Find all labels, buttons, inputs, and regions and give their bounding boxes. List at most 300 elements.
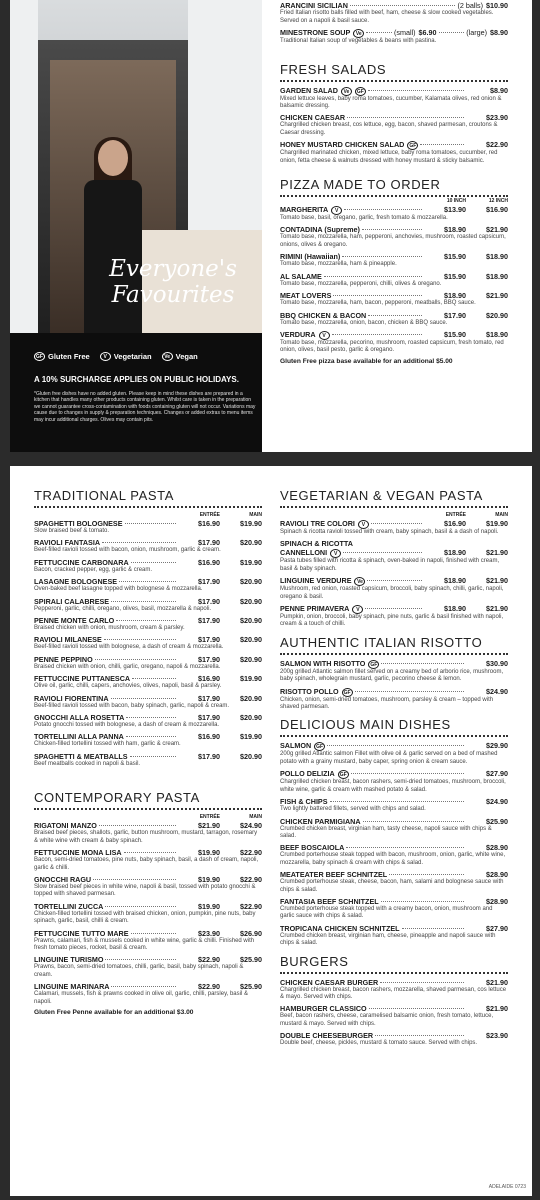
menu-item [34, 732, 262, 748]
dot-leader [111, 986, 176, 987]
item-name: LINGUINE TURISMO [34, 955, 104, 965]
price-large: $16.90 [486, 205, 508, 215]
section-title-pizza: PIZZA MADE TO ORDER [280, 177, 441, 193]
price-small: $16.90 [444, 519, 466, 528]
item-description: Beef-filled ravioli tossed with bolognese, a dash of cream & mozzarella. [34, 644, 224, 651]
item-price-row [280, 252, 508, 261]
menu-item [280, 576, 508, 601]
promo-panel [10, 0, 262, 452]
item-price: $30.90 [486, 658, 508, 668]
item-name: PENNE PEPPINO [34, 654, 93, 664]
salads-list [280, 86, 508, 165]
item-price-row [280, 897, 508, 906]
legend-vegetarian: V Vegetarian [100, 352, 152, 361]
ve-badge-icon: Ve [354, 577, 365, 586]
menu-item [280, 659, 508, 684]
item-description: Chargrilled chicken breast, cos lettuce, egg, bacon, shaved parmesan, croutons & Caesar dressing. [280, 122, 498, 136]
dot-leader [375, 1035, 464, 1036]
item-name: RAVIOLI TRE COLORI [280, 519, 355, 528]
item-description: Beef-filled ravioli tossed with bacon, baby spinach, garlic, napoli & cream. [34, 702, 230, 709]
price-large: $22.90 [240, 848, 262, 858]
item-name: RISOTTO POLLO [280, 686, 339, 696]
gf-badge-icon: GF [407, 141, 418, 150]
dot-leader [130, 756, 176, 757]
menu-item [280, 769, 508, 794]
item-description: Beef, bacon rashers, cheese, caramelised balsamic onion, fresh tomato, lettuce, mustard & mayo. Served with chips. [280, 1013, 494, 1027]
item-name: RIMINI (Hawaiian) [280, 252, 341, 262]
surcharge-notice: A 10% SURCHARGE APPLIES ON PUBLIC HOLIDAYS. [34, 375, 239, 384]
price-small: $21.90 [198, 821, 220, 831]
item-name: RIGATONI MANZO [34, 821, 97, 831]
item-name: MARGHERITA [280, 205, 329, 215]
item-name: RAVIOLI FANTASIA [34, 538, 101, 548]
dot-leader [330, 801, 464, 802]
menu-item [280, 252, 508, 268]
item-price: $22.90 [486, 140, 508, 150]
price-large: $19.90 [240, 674, 262, 684]
dot-leader [380, 982, 464, 983]
item-description: Bacon, cracked pepper, egg, garlic & cream. [34, 566, 153, 573]
menu-item [280, 291, 508, 307]
item-description: Crumbed porterhouse steak topped with a creamy bacon, onion, mushroom and garlic sauce with chips & salad. [280, 905, 493, 920]
item-name: PENNE PRIMAVERA [280, 604, 350, 614]
dot-leader [105, 906, 176, 907]
item-name: BBQ CHICKEN & BACON [280, 310, 367, 320]
v-badge-icon: V [319, 331, 330, 340]
dot-leader [124, 852, 176, 853]
item-price-row [280, 843, 508, 852]
dot-leader [111, 698, 176, 699]
item-description: Prawns, bacon, semi-dried tomatoes, chilli, garlic, basil, baby spinach, napoli & cream. [34, 964, 244, 978]
item-price: $28.90 [486, 870, 508, 880]
price-small: $19.90 [198, 901, 220, 911]
dot-leader [131, 933, 177, 934]
price-large: $25.90 [240, 982, 262, 992]
item-description: Olive oil, garlic, chilli, capers, anchovies, olives, napoli, basil & parsley. [34, 683, 222, 690]
item-price-row [34, 902, 262, 911]
item-description: Tomato base, mozzarella, ham & pineapple. [280, 261, 397, 268]
item-name: RAVIOLI FIORENTINA [34, 693, 109, 703]
pasta-size-headers: ENTRÉE MAIN [199, 512, 262, 518]
item-price-row [34, 955, 262, 964]
item-price-row [280, 687, 508, 697]
item-price-row [280, 519, 508, 529]
dot-leader [99, 825, 176, 826]
contemporary-pasta-list [34, 821, 262, 1006]
top-right-column [280, 0, 508, 365]
item-price-row [34, 558, 262, 567]
item-name: TROPICANA CHICKEN SCHNITZEL [280, 923, 400, 933]
v-badge-icon: V [331, 206, 342, 215]
item-name: GNOCCHI ALLA ROSETTA [34, 713, 125, 723]
price-small: $17.90 [198, 654, 220, 664]
item-description: Braised chicken with onion, mushroom, cream & parsley. [34, 625, 185, 632]
item-description: Tomato base, mozzarella, onion, bacon, chicken & BBQ sauce. [280, 319, 448, 326]
item-name: TORTELLINI ALLA PANNA [34, 732, 124, 742]
dot-leader [347, 117, 464, 118]
item-price-row [280, 113, 508, 122]
price-small: $17.90 [198, 616, 220, 626]
menu-item [280, 870, 508, 894]
price-small: $17.90 [198, 693, 220, 703]
dot-leader [343, 552, 422, 553]
item-description: Tomato base, mozzarella, pepperoni, chilli, olives & oregano. [280, 280, 442, 287]
menu-item [280, 272, 508, 288]
item-description: Oven-baked beef lasagne topped with bolognese & mozzarella. [34, 586, 203, 593]
dot-leader [102, 542, 176, 543]
item-price-row [280, 205, 508, 215]
section-title-vegetarian-pasta: VEGETARIAN & VEGAN PASTA [280, 488, 508, 508]
item-price-row [34, 821, 262, 830]
item-description: Beef-filled ravioli tossed with bacon, onion, mushroom, garlic & cream. [34, 547, 221, 554]
dot-leader [332, 334, 422, 335]
price-small: $16.90 [198, 674, 220, 684]
item-name: SPAGHETTI & MEATBALLS [34, 751, 128, 761]
item-price: $27.90 [486, 769, 508, 779]
dot-leader [126, 736, 176, 737]
dot-leader [131, 562, 176, 563]
item-description: Braised chicken with onion, chilli, garlic, oregano, napoli & mozzarella. [34, 663, 221, 670]
item-price-row [280, 86, 508, 96]
item-price-row [280, 924, 508, 933]
dot-leader [355, 691, 464, 692]
item-price-row [34, 929, 262, 938]
v-badge-icon: V [352, 605, 363, 614]
price-small: $15.90 [444, 252, 466, 262]
menu-item [280, 897, 508, 921]
item-description: Mixed lettuce leaves, baby roma tomatoes, cucumber, Kalamata olives, red onion & balsamic dressing. [280, 95, 502, 110]
menu-item [34, 694, 262, 710]
menu-item: ARANCINI SICILIAN (2 balls) $10.90 Fried Italian risotto balls filled with beef, ham, cheese & slow cooked vegetables. Served on a napoli & basil sauce. [280, 1, 508, 24]
menu-item [280, 140, 508, 165]
menu-item [34, 577, 262, 593]
price-large: $20.90 [240, 713, 262, 723]
price-small: $19.90 [198, 874, 220, 884]
menu-item [34, 752, 262, 768]
item-price-row [280, 576, 508, 586]
item-price-row [280, 140, 508, 150]
item-description: Prawns, calamari, fish & mussels cooked in white wine, garlic & chilli. Finished with fresh tomato pieces, rocket, basil & cream. [34, 937, 255, 951]
main-dishes-list [280, 741, 508, 947]
item-price-row [34, 616, 262, 625]
price-large: $19.90 [240, 732, 262, 742]
item-description: Mushroom, red onion, roasted capsicum, broccoli, baby spinach, chilli, garlic, napoli, oregano & basil. [280, 586, 504, 600]
item-description: Two lightly battered fillets, served with chips and salad. [280, 806, 426, 813]
item-price-row [280, 272, 508, 281]
price-large: $20.90 [240, 616, 262, 626]
dot-leader [324, 276, 422, 277]
menu-item [280, 687, 508, 712]
item-name: FETTUCCINE TUTTO MARE [34, 928, 129, 938]
pizza-size-headers: 10 INCH 12 INCH [446, 198, 508, 205]
item-name: SPIRALI CALABRESE [34, 596, 110, 606]
section-title-main-dishes: DELICIOUS MAIN DISHES [280, 717, 508, 737]
item-description: Chargrilled marinated chicken, mixed lettuce, baby roma tomatoes, cucumber, red onion, fetta cheese & walnuts dressed with honey mustard & sticky balsamic. [280, 150, 498, 164]
price-large: $18.90 [486, 329, 508, 339]
item-name: POLLO DELIZIA [280, 769, 335, 779]
dot-leader [132, 678, 176, 679]
item-price: $25.90 [486, 816, 508, 826]
menu-item [34, 929, 262, 953]
item-price-row [280, 330, 508, 340]
price-large: $18.90 [486, 252, 508, 262]
item-price-row [34, 655, 262, 664]
item-price-row [280, 311, 508, 320]
item-name: CONTADINA (Supreme) [280, 225, 360, 235]
menu-item [34, 558, 262, 574]
menu-item [280, 604, 508, 629]
item-name: LINGUINE MARINARA [34, 982, 110, 992]
item-price-row [34, 538, 262, 547]
price-large: $20.90 [240, 635, 262, 645]
item-price-row [280, 741, 508, 751]
menu-item [280, 311, 508, 327]
item-price: $24.90 [486, 797, 508, 807]
penne-gluten-note: Gluten Free Penne available for an additional $3.00 [34, 1008, 194, 1016]
dot-leader [362, 229, 422, 230]
item-price-row [280, 817, 508, 826]
item-price-row [34, 848, 262, 857]
menu-item [34, 674, 262, 690]
price-small: $17.90 [198, 751, 220, 761]
item-name: FETTUCCINE MONA LISA [34, 848, 122, 858]
dot-leader [389, 874, 464, 875]
price-small: $13.90 [444, 205, 466, 215]
item-name: HAMBURGER CLASSICO [280, 1004, 367, 1014]
price-large: $19.90 [240, 519, 262, 528]
script-line-2: Favourites [111, 282, 235, 308]
menu-item [34, 821, 262, 845]
price-large: $21.90 [486, 225, 508, 235]
item-price-row [280, 797, 508, 806]
item-price: $28.90 [486, 896, 508, 906]
price-large: $20.90 [240, 751, 262, 761]
item-name: TORTELLINI ZUCCA [34, 901, 104, 911]
dot-leader [95, 659, 176, 660]
item-description: Spinach & ricotta ravioli tossed with cream, baby spinach, basil & a dash of napoli. [280, 529, 499, 535]
item-description: Chargrilled chicken breast, bacon rashers, mozzarella, shaved parmesan, cos lettuce & mayo. Served with chips. [280, 986, 507, 1000]
price-small: $22.90 [198, 955, 220, 965]
menu-item [280, 741, 508, 766]
dot-leader [119, 581, 176, 582]
pasta-column [34, 488, 262, 1016]
menu-item [280, 924, 508, 948]
dot-leader [344, 209, 422, 210]
item-price-row [34, 674, 262, 683]
price-large: $21.90 [486, 604, 508, 614]
item-description: Pumpkin, onion, broccoli, baby spinach, pine nuts, garlic & basil finished with napoli, cream & a touch of chilli. [280, 614, 504, 628]
gf-badge-icon: GF [314, 742, 325, 751]
menu-item [34, 848, 262, 872]
item-name: HONEY MUSTARD CHICKEN SALAD [280, 140, 405, 150]
item-price: $28.90 [486, 843, 508, 853]
price-large: $22.90 [240, 901, 262, 911]
right-column [280, 488, 508, 1051]
item-price: $23.90 [486, 113, 508, 123]
item-name: GARDEN SALAD [280, 85, 338, 95]
dot-leader [346, 847, 464, 848]
dot-leader [363, 821, 464, 822]
price-small: $15.90 [444, 329, 466, 339]
section-title-contemporary-pasta: CONTEMPORARY PASTA [34, 790, 262, 810]
item-price-row [280, 659, 508, 669]
menu-item [34, 955, 262, 979]
menu-item [280, 205, 508, 222]
menu-item [280, 797, 508, 813]
price-small: $16.90 [198, 519, 220, 528]
dot-leader [126, 717, 176, 718]
item-name: BEEF BOSCAIOLA [280, 843, 345, 853]
traditional-pasta-list [34, 519, 262, 768]
dot-leader [420, 144, 464, 145]
price-small: $15.90 [444, 271, 466, 281]
menu-item [34, 635, 262, 651]
menu-item [34, 713, 262, 729]
section-title-salads: FRESH SALADS [280, 62, 508, 82]
section-title-burgers: BURGERS [280, 954, 508, 974]
item-name: FANTASIA BEEF SCHNITZEL [280, 896, 379, 906]
item-name: GNOCCHI RAGU [34, 874, 92, 884]
dietary-legend [34, 352, 198, 361]
item-price: $27.90 [486, 923, 508, 933]
price-large: $20.90 [240, 577, 262, 587]
item-price-row [34, 577, 262, 586]
price-large: $20.90 [240, 596, 262, 606]
price-large: $20.90 [240, 693, 262, 703]
price-small: $16.90 [198, 557, 220, 567]
price-large: $18.90 [486, 271, 508, 281]
menu-page-top [10, 0, 532, 452]
item-description: Bacon, semi-dried tomatoes, pine nuts, baby spinach, basil, a dash of cream, napoli, garlic & chilli. [34, 857, 259, 871]
gf-badge-icon: GF [34, 352, 45, 361]
item-description: Crumbed porterhouse steak topped with bacon, mushroom, onion, garlic, white wine, mozzarella, baby spinach & cream with chips & salad. [280, 852, 506, 866]
vegetarian-pasta-list [280, 519, 508, 629]
ve-badge-icon: Ve [162, 352, 173, 361]
price-large: $20.90 [240, 654, 262, 664]
item-price-row [280, 291, 508, 300]
item-description: Crumbed chicken breast, virginian ham, cheese, pineapple and napoli sauce with chips & salad. [280, 932, 496, 947]
item-name-row [280, 539, 508, 548]
menu-item [280, 1031, 508, 1047]
dot-leader [402, 928, 464, 929]
item-name: SALMON WITH RISOTTO [280, 658, 366, 668]
dot-leader [104, 639, 176, 640]
dot-leader [327, 745, 464, 746]
dot-leader [381, 663, 464, 664]
risotto-list [280, 659, 508, 712]
price-large: $20.90 [486, 310, 508, 320]
v-badge-icon: V [330, 549, 341, 558]
menu-item [34, 655, 262, 671]
menu-item: MINESTRONE SOUP Ve (small) $6.90 (large) $8.90 Traditional Italian soup of vegetables & beans with pastina. [280, 28, 509, 45]
price-small: $16.90 [198, 732, 220, 742]
dot-leader [116, 620, 176, 621]
item-description: Chicken, onion, semi-dried tomatoes, mushroom, parsley & cream – topped with shaved parmesan. [280, 696, 494, 711]
item-price-row [280, 769, 508, 779]
menu-item [34, 982, 262, 1006]
dot-leader [342, 256, 422, 257]
v-badge-icon: V [358, 520, 369, 529]
menu-item [280, 330, 508, 355]
dot-leader [381, 901, 464, 902]
price-large: $19.90 [240, 557, 262, 567]
item-description: Pepperoni, garlic, chilli, oregano, olives, basil, mozzarella & napoli. [34, 605, 212, 612]
price-large: $21.90 [486, 576, 508, 586]
item-price-row [34, 713, 262, 722]
price-small: $17.90 [198, 713, 220, 723]
item-price-row [34, 519, 262, 528]
item-description: Tomato base, mozzarella, pecorino, mushroom, roasted capsicum, fresh tomato, red onion, olives, basil pesto, garlic & oregano. [280, 339, 504, 354]
gluten-disclaimer: *Gluten free dishes have no added gluten. Please keep in mind these dishes are prepared in a kitchen that handles many other products containing gluten. Whilst care is taken in the preparation we cannot guarantee cross-contamination with foods containing gluten will not occur. Variations may cause due to changes in supply & preparation techniques. Changes or added extras to menu items may incur additional charges. Olives may contain pits. [34, 391, 256, 423]
item-price-row [280, 604, 508, 614]
price-small: $23.90 [198, 928, 220, 938]
item-name: PENNE MONTE CARLO [34, 616, 115, 626]
gf-badge-icon: GF [355, 87, 366, 96]
item-description: Beef meatballs cooked in napoli & basil. [34, 760, 141, 767]
menu-item [34, 902, 262, 926]
item-description: Double beef, cheese, pickles, mustard & tomato sauce. Served with chips. [280, 1040, 478, 1047]
item-description: Slow braised beef pieces in white wine, napoli & basil, tossed with potato gnocchi & topped with shaved parmesan. [34, 883, 256, 898]
item-price-row [34, 982, 262, 991]
item-description: 200g grilled Atlantic salmon fillet served on a creamy bed of arborio rice, mushroom, baby spinach, wholegrain mustard, garlic, pecorino cheese & lemon. [280, 668, 504, 683]
price-large: $21.90 [486, 548, 508, 558]
item-price-row [280, 1004, 508, 1013]
item-description: Crumbed porterhouse steak, cheese, bacon, ham, salami and bolognese sauce with chips & salad. [280, 879, 504, 893]
item-description: Calamari, mussels, fish & prawns cooked in olive oil, garlic, chilli, parsley, basil & napoli. [34, 991, 248, 1005]
price-large: $26.90 [240, 928, 262, 938]
item-description: Chargrilled chicken breast, bacon rashers, semi-dried tomatoes, mushroom, broccoli, white wine, garlic & cream with mashed potato & salad. [280, 779, 506, 793]
dot-leader [368, 90, 464, 91]
dot-leader [365, 608, 422, 609]
menu-item [280, 843, 508, 867]
item-name: FISH & CHIPS [280, 797, 328, 807]
item-name: DOUBLE CHEESEBURGER [280, 1031, 374, 1041]
item-price: $8.90 [490, 85, 508, 95]
item-name: LASAGNE BOLOGNESE [34, 577, 118, 587]
price-small: $18.90 [444, 548, 466, 558]
item-price-row [280, 978, 508, 987]
promo-script-title [88, 256, 258, 308]
item-name: RAVIOLI MILANESE [34, 635, 102, 645]
price-small: $17.90 [444, 310, 466, 320]
dot-leader [111, 601, 176, 602]
legend-vegan: Ve Vegan [162, 352, 198, 361]
item-description: Slow braised beef & tomato. [34, 528, 110, 534]
menu-item [34, 538, 262, 554]
item-name: CHICKEN PARMIGIANA [280, 816, 361, 826]
item-price: $24.90 [486, 686, 508, 696]
item-price-row [280, 548, 508, 558]
price-large: $20.90 [240, 538, 262, 548]
dot-leader [367, 580, 422, 581]
script-line-1: Everyone's [109, 256, 237, 282]
menu-code: ADELAIDE 0723 [488, 1184, 526, 1190]
menu-item [280, 539, 508, 573]
item-name: FETTUCCINE PUTTANESCA [34, 674, 131, 684]
dot-leader [333, 295, 422, 296]
item-name: SALMON [280, 741, 312, 751]
price-small: $18.90 [444, 576, 466, 586]
item-price-row [34, 597, 262, 606]
section-title-risotto: AUTHENTIC ITALIAN RISOTTO [280, 635, 508, 655]
item-name: FETTUCCINE CARBONARA [34, 557, 129, 567]
item-name: CANNELLONI [280, 548, 328, 558]
item-description: Tomato base, mozzarella, ham, pepperoni, anchovies, mushroom, roasted capsicum, onions, olives & oregano. [280, 234, 506, 248]
item-price-row [280, 225, 508, 234]
ve-badge-icon: Ve [341, 87, 352, 96]
price-small: $17.90 [198, 596, 220, 606]
item-price: $21.90 [486, 1004, 508, 1014]
